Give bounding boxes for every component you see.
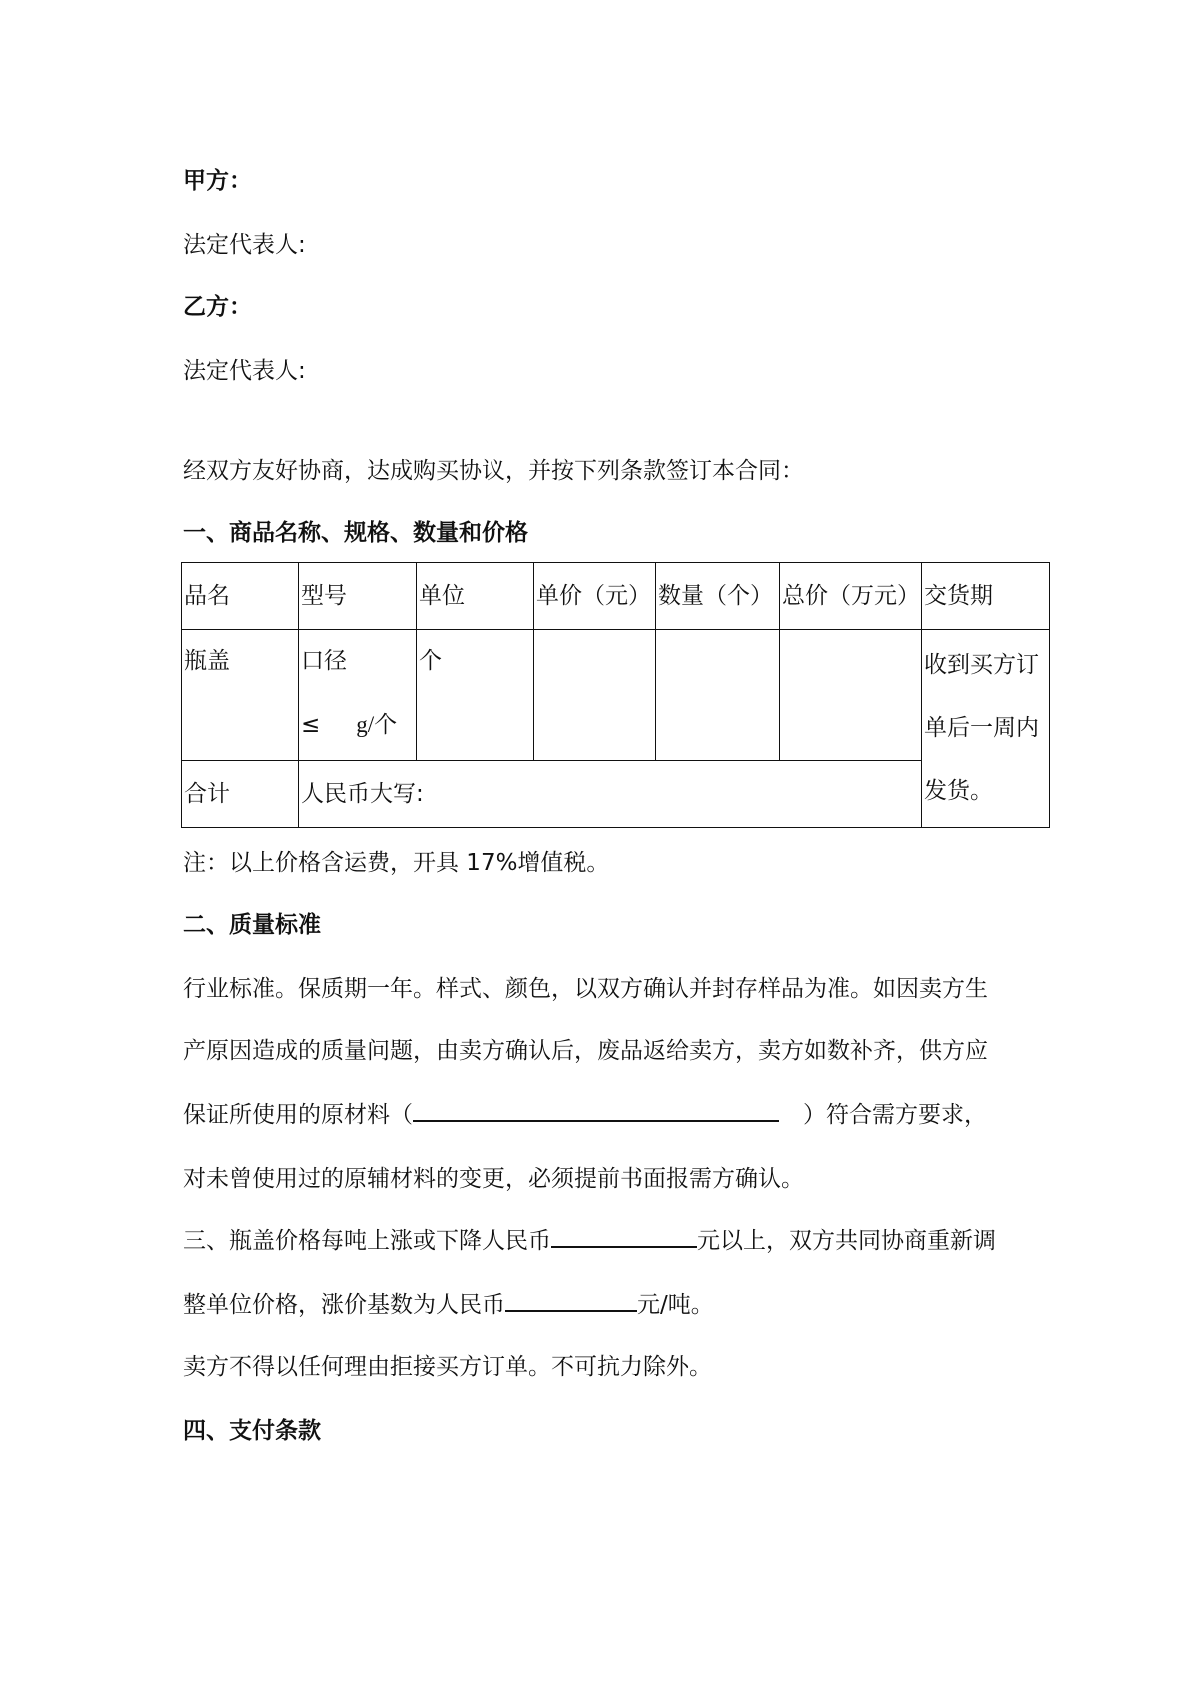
section2-material-line bbox=[183, 1096, 987, 1129]
item-unit-cell: 个 bbox=[417, 630, 534, 761]
table-row bbox=[182, 630, 1050, 761]
section3-line2-suffix: 元/吨。 bbox=[637, 1292, 714, 1318]
section2-line: 行业标准。保质期一年。样式、颜色，以双方确认并封存样品为准。如因卖方生 bbox=[183, 976, 988, 1002]
section1-title: 一、商品名称、规格、数量和价格 bbox=[183, 520, 528, 546]
item-model-line2 bbox=[301, 693, 416, 757]
price-note: 注：以上价格含运费，开具 17%增值税。 bbox=[183, 850, 610, 876]
material-blank bbox=[413, 1098, 779, 1122]
section3-line2-prefix: 整单位价格，涨价基数为人民币 bbox=[183, 1292, 505, 1318]
section2-title: 二、质量标准 bbox=[183, 912, 321, 938]
item-model-cell bbox=[299, 630, 417, 761]
party-a-label: 甲方： bbox=[183, 168, 252, 194]
party-b-label: 乙方： bbox=[183, 294, 252, 320]
table-header-cell: 单位 bbox=[417, 563, 534, 630]
item-model-line1: 口径 bbox=[301, 648, 347, 674]
table-header-cell: 品名 bbox=[182, 563, 299, 630]
intro-paragraph: 经双方友好协商，达成购买协议，并按下列条款签订本合同： bbox=[183, 458, 804, 484]
delivery-line: 收到买方订 bbox=[924, 652, 1039, 678]
total-label-cell: 合计 bbox=[182, 761, 299, 828]
table-header-cell: 交货期 bbox=[922, 563, 1050, 630]
item-total-cell bbox=[780, 630, 922, 761]
section4-title: 四、支付条款 bbox=[183, 1418, 321, 1444]
section2-line: 产原因造成的质量问题，由卖方确认后，废品返给卖方，卖方如数补齐，供方应 bbox=[183, 1038, 988, 1064]
item-model-unit: g/个 bbox=[356, 712, 398, 737]
party-b-rep-label: 法定代表人: bbox=[183, 358, 306, 384]
price-change-blank bbox=[551, 1224, 697, 1248]
table-header-row bbox=[182, 563, 1050, 630]
table-header-cell: 型号 bbox=[299, 563, 417, 630]
item-qty-cell bbox=[656, 630, 780, 761]
item-name-cell: 瓶盖 bbox=[182, 630, 299, 761]
section3-line1 bbox=[183, 1222, 996, 1255]
section3-line1-prefix: 三、瓶盖价格每吨上涨或下降人民币 bbox=[183, 1228, 551, 1254]
goods-table bbox=[181, 562, 1050, 828]
delivery-cell bbox=[922, 630, 1050, 828]
section2-line: 对未曾使用过的原辅材料的变更，必须提前书面报需方确认。 bbox=[183, 1166, 804, 1192]
item-model-symbol: ≤ bbox=[301, 712, 321, 738]
material-prefix: 保证所使用的原材料（ bbox=[183, 1102, 413, 1128]
section3-line1-suffix: 元以上，双方共同协商重新调 bbox=[697, 1228, 996, 1254]
item-price-cell bbox=[534, 630, 656, 761]
price-base-blank bbox=[505, 1288, 637, 1312]
table-total-row bbox=[182, 761, 1050, 828]
section3-line2 bbox=[183, 1286, 714, 1319]
delivery-line: 单后一周内 bbox=[924, 715, 1039, 741]
table-header-cell: 总价（万元） bbox=[780, 563, 922, 630]
material-suffix: ）符合需方要求， bbox=[803, 1102, 987, 1128]
delivery-line: 发货。 bbox=[924, 778, 993, 804]
table-header-cell: 单价（元） bbox=[534, 563, 656, 630]
party-a-rep-label: 法定代表人: bbox=[183, 232, 306, 258]
total-rmb-cell: 人民币大写: bbox=[299, 761, 922, 828]
table-header-cell: 数量（个） bbox=[656, 563, 780, 630]
section3-line3: 卖方不得以任何理由拒接买方订单。不可抗力除外。 bbox=[183, 1354, 712, 1380]
